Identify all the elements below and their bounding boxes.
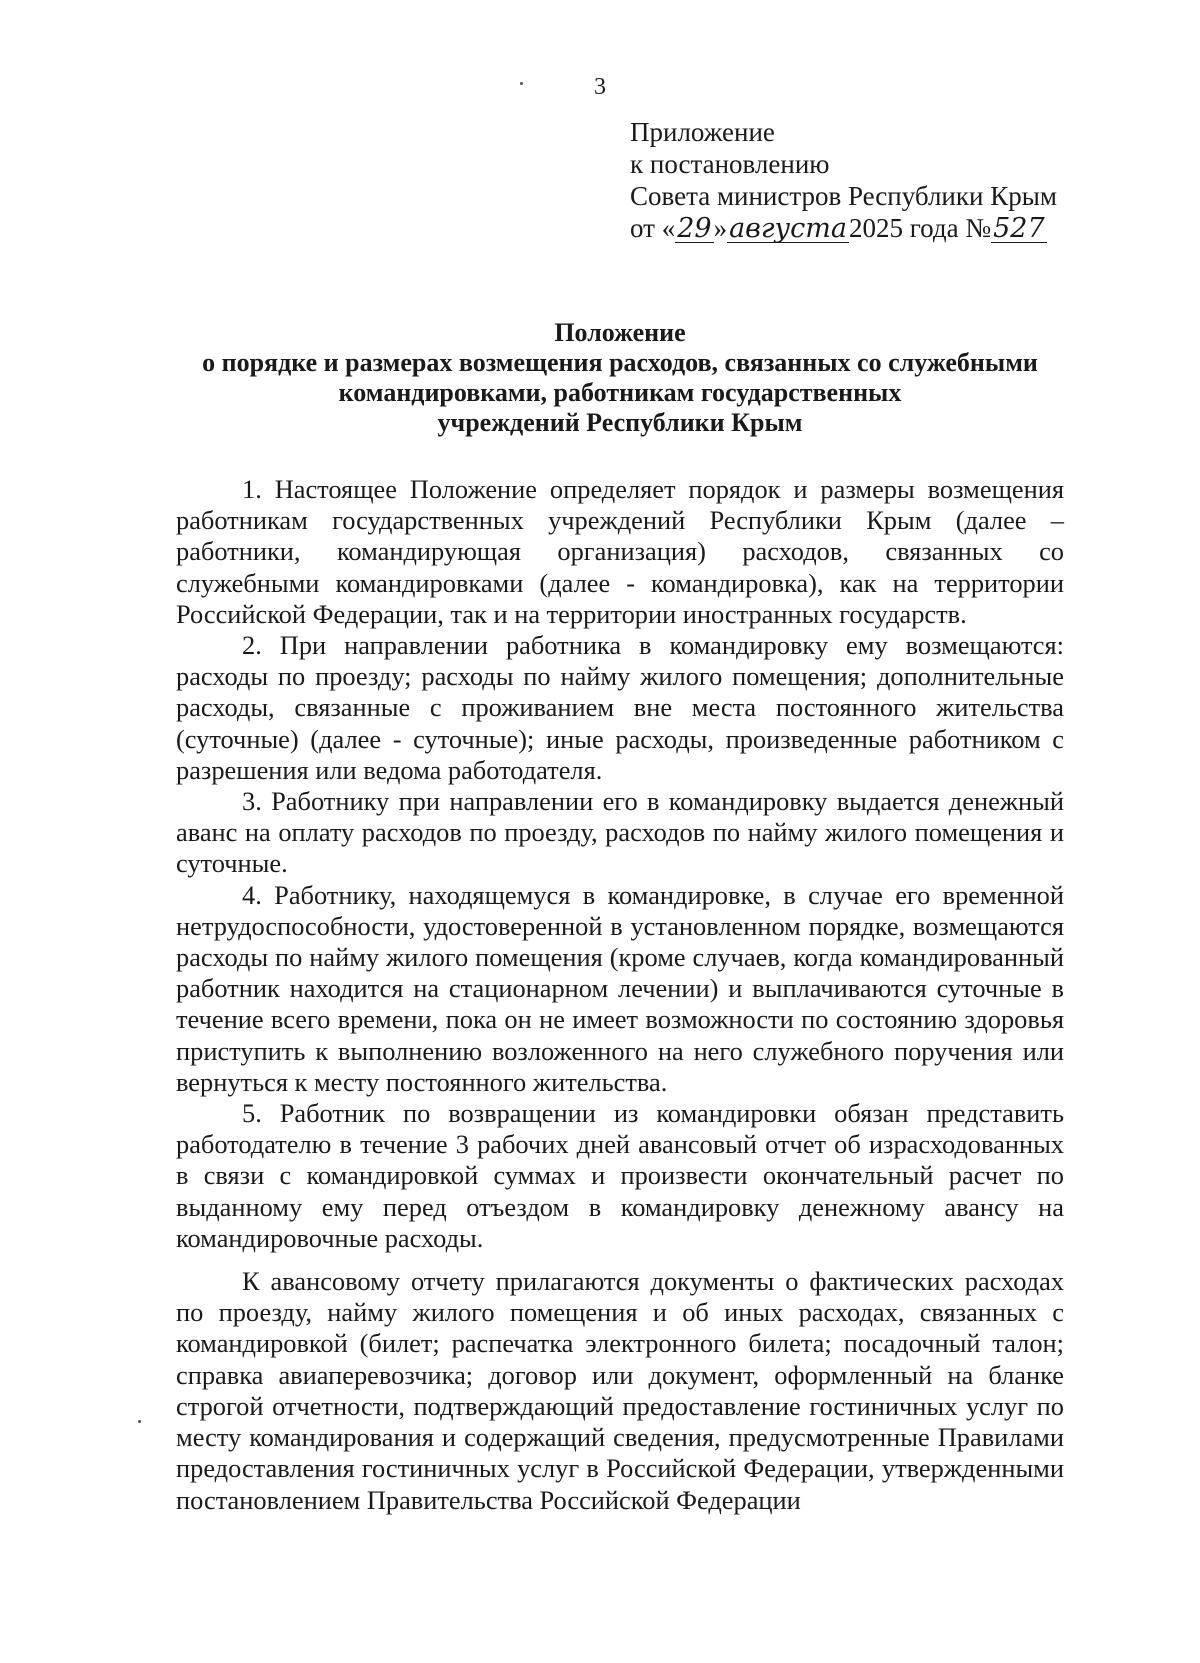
date-day-handwritten: 29 [677,213,712,244]
appendix-header [630,116,1090,244]
appendix-line-3: Совета министров Республики Крым [630,181,1057,211]
date-month-handwritten: августа [729,213,848,244]
appendix-line-1: Приложение [630,117,775,147]
scan-speck [138,1420,141,1423]
scan-speck [520,82,523,85]
paragraph-5: 5. Работник по возвращении из командировки обязан представить работодателю в течение 3 рабочих дней авансовый отчет об израсходованных в связи с командировкой суммах и произвести окончательный расчет по выданному ему перед отъездом в командировку денежному авансу на командировочные расходы. [176,1098,1064,1253]
appendix-date-line [630,212,1090,244]
paragraph-4: 4. Работнику, находящемуся в командировке, в случае его временной нетрудоспособности, удостоверенной в установленном порядке, возмещаются расходы по найму жилого помещения (кроме случаев, когда командированный работник находится на стационарном лечении) и выплачиваются суточные в течение всего времени, пока он не имеет возможности по состоянию здоровья приступить к выполнению возложенного на него служебного поручения или вернуться к месту постоянного жительства. [176,879,1064,1097]
paragraph-2: 2. При направлении работника в командировку ему возмещаются: расходы по проезду; расходы по найму жилого помещения; дополнительные расходы, связанные с проживанием вне места постоянного жительства (суточные) (далее - суточные); иные расходы, произведенные работником с разрешения или ведома работодателя. [176,630,1064,785]
date-close-quote: » [713,213,728,243]
paragraph-1: 1. Настоящее Положение определяет порядок и размеры возмещения работникам государственных учреждений Республики Крым (далее – работники, командирующая организация) расходов, связанных со служебными командировками (далее - командировка), как на территории Российской Федерации, так и на территории иностранных государств. [176,474,1064,629]
title-line-4: учреждений Республики Крым [437,408,803,437]
document-body [176,474,1064,1516]
page-number: 3 [594,74,606,100]
title-line-2: о порядке и размерах возмещения расходов, связанных со служебными [202,348,1038,377]
appendix-line-2: к постановлению [630,149,830,179]
date-prefix: от « [630,213,676,243]
date-year: 2025 года № [849,213,992,243]
paragraph-6: К авансовому отчету прилагаются документы о фактических расходах по проезду, найму жилого помещения и об иных расходах, связанных с командировкой (билет; распечатка электронного билета; посадочный талон; справка авиаперевозчика; договор или документ, оформленный на бланке строгой отчетности, подтверждающий предоставление гостиничных услуг по месту командирования и содержащий сведения, предусмотренные Правилами предоставления гостиничных услуг в Российской Федерации, утвержденными постановлением Правительства Российской Федерации [176,1266,1064,1515]
document-title [160,318,1080,438]
title-line-3: командировками, работникам государственных [338,378,902,407]
title-line-1: Положение [554,318,686,347]
paragraph-3: 3. Работнику при направлении его в командировку выдается денежный аванс на оплату расходов по проезду, расходов по найму жилого помещения и суточные. [176,786,1064,879]
doc-number-handwritten: 527 [993,213,1045,244]
